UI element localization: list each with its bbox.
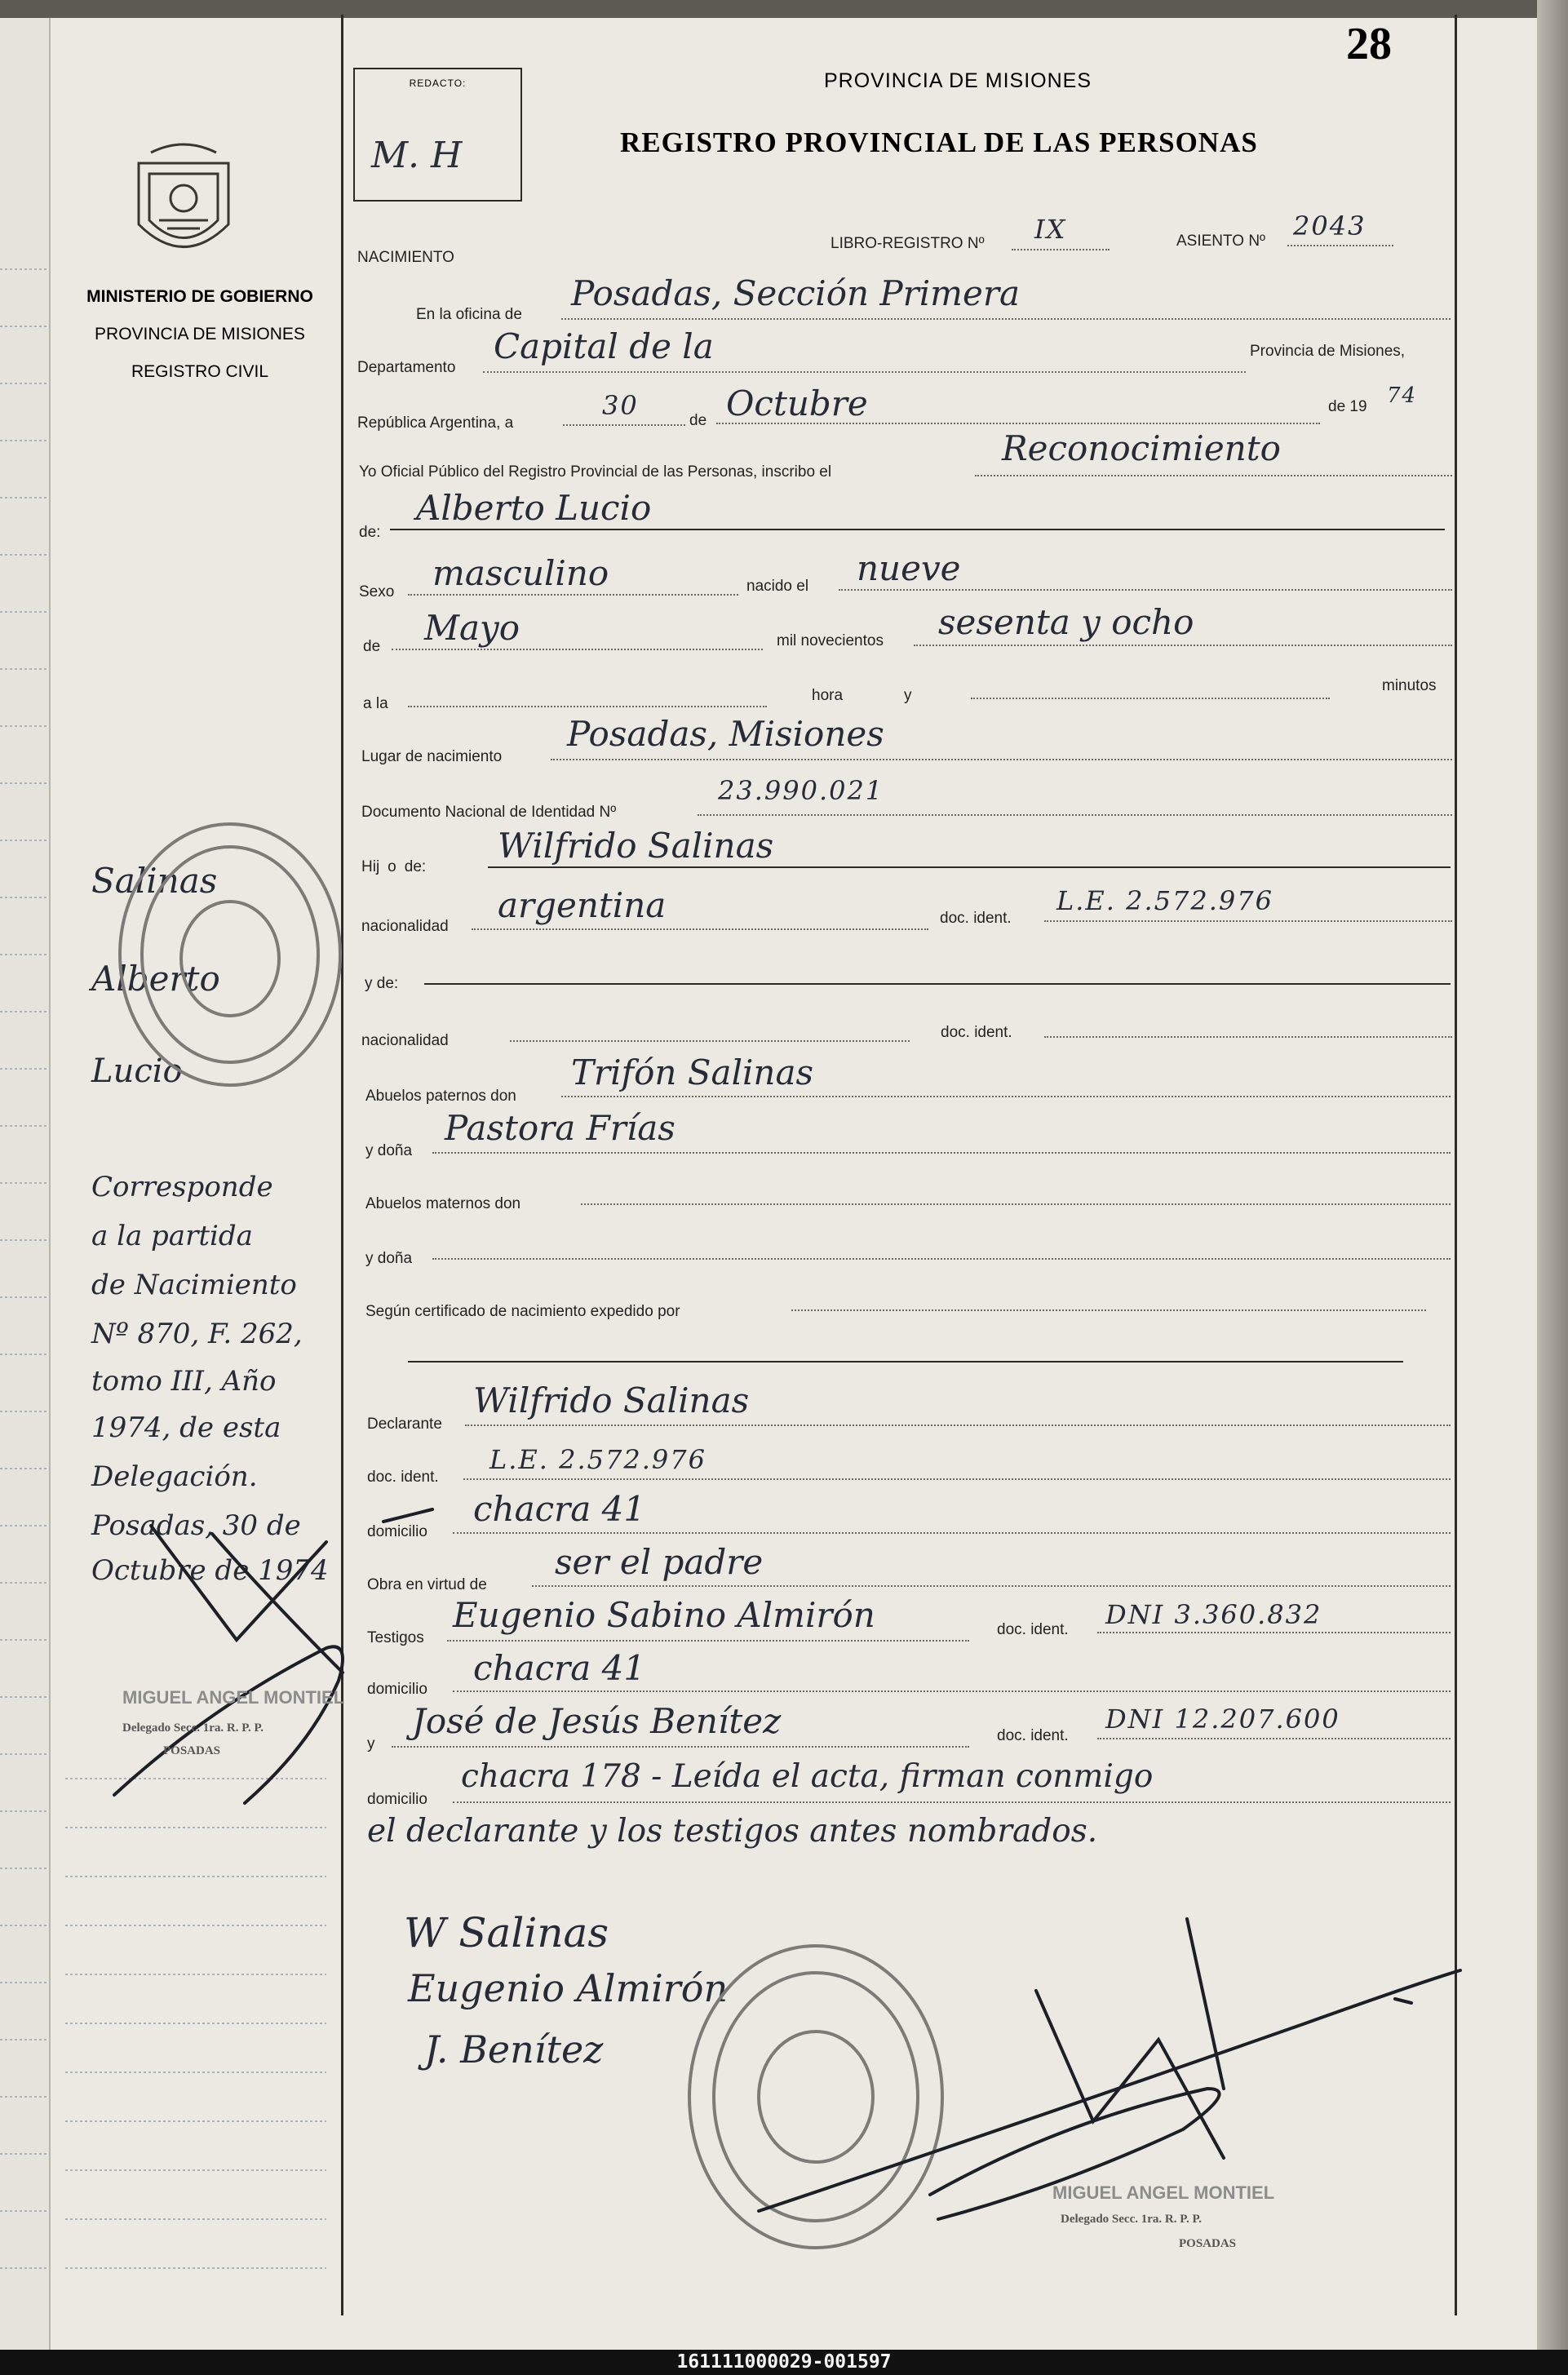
signature-testigo2: J. Benítez: [424, 2027, 604, 2071]
ministry-registry: REGISTRO CIVIL: [131, 362, 269, 381]
stamp-official-city-left: POSADAS: [163, 1744, 221, 1757]
round-stamp-left: [120, 824, 340, 1085]
nombre-value: Alberto Lucio: [416, 488, 652, 528]
margin-name-1: Salinas: [91, 861, 218, 901]
doc-decl-label: doc. ident.: [367, 1469, 439, 1486]
mes-nac-value: Mayo: [424, 608, 520, 648]
stamp-official-name-right: MIGUEL ANGEL MONTIEL: [1052, 2182, 1275, 2203]
libro-value: IX: [1034, 214, 1067, 245]
page-number: 28: [1346, 19, 1392, 69]
oficial-label: Yo Oficial Público del Registro Provincial de las Personas, inscribo el: [359, 463, 832, 481]
oficina-value: Posadas, Sección Primera: [571, 273, 1020, 313]
hijo-label: Hij: [361, 858, 380, 875]
abuela-p-label: y doña: [365, 1142, 413, 1159]
asiento-value: 2043: [1293, 210, 1366, 241]
abuelos-m-label: Abuelos maternos don: [365, 1195, 521, 1212]
abuela-p-value: Pastora Frías: [445, 1108, 675, 1148]
anio-label: de 19: [1328, 398, 1367, 415]
stamp-official-role-right: Delegado Secc. 1ra. R. P. P.: [1061, 2213, 1203, 2226]
declarante-label: Declarante: [367, 1416, 442, 1433]
margin-name-3: Lucio: [91, 1052, 183, 1090]
republica-label: República Argentina, a: [357, 414, 514, 432]
lugar-value: Posadas, Misiones: [567, 714, 884, 754]
redacto-initials: M. H: [371, 135, 463, 176]
sexo-label: Sexo: [359, 583, 395, 600]
abuelo-p-value: Trifón Salinas: [571, 1052, 814, 1092]
ministry-name: MINISTERIO DE GOBIERNO: [86, 287, 313, 306]
doc-decl-value: L.E. 2.572.976: [489, 1444, 706, 1475]
doc2-label: doc. ident.: [941, 1024, 1012, 1041]
section-title: NACIMIENTO: [357, 249, 454, 266]
domicilio-label: domicilio: [367, 1523, 427, 1540]
margin-name-2: Alberto: [91, 959, 220, 999]
province-heading: PROVINCIA DE MISIONES: [824, 69, 1092, 92]
y-label: y: [904, 687, 912, 704]
dni-value: 23.990.021: [718, 775, 884, 806]
continuation-value: el declarante y los testigos antes nombrados.: [367, 1813, 1098, 1850]
testigo1-value: Eugenio Sabino Almirón: [453, 1595, 875, 1635]
testigo2-y-label: y: [367, 1735, 375, 1752]
dia-value: 30: [602, 390, 639, 421]
doc-t1-label: doc. ident.: [997, 1621, 1069, 1638]
archive-id-footer: 161111000029-001597: [0, 2350, 1568, 2375]
abuela-m-label: y doña: [365, 1250, 413, 1267]
margin-line-7: Delegación.: [91, 1460, 258, 1493]
mes-nac-label: de: [363, 638, 381, 655]
nacionalidad1-label: nacionalidad: [361, 918, 449, 935]
segun-label: Según certificado de nacimiento expedido por: [365, 1303, 680, 1320]
nombre-label: de:: [359, 524, 381, 541]
doc-t1-value: DNI 3.360.832: [1105, 1599, 1322, 1630]
margin-line-6: 1974, de esta: [91, 1411, 281, 1444]
doc-t2-value: DNI 12.207.600: [1105, 1704, 1340, 1735]
registry-title: REGISTRO PROVINCIAL DE LAS PERSONAS: [620, 126, 1258, 158]
margin-line-3: de Nacimiento: [91, 1269, 297, 1301]
departamento-label: Departamento: [357, 359, 456, 376]
margin-line-5: tomo III, Año: [91, 1365, 277, 1398]
asiento-label: ASIENTO Nº: [1176, 233, 1265, 250]
oficial-value: Reconocimiento: [1002, 428, 1281, 468]
sexo-value: masculino: [432, 553, 609, 593]
obra-label: Obra en virtud de: [367, 1576, 487, 1593]
departamento-value: Capital de la: [494, 326, 714, 366]
dom-t2-value: chacra 178 - Leída el acta, firman conmigo: [461, 1758, 1154, 1795]
dom-t2-label: domicilio: [367, 1791, 427, 1808]
redacto-label: REDACTO:: [409, 78, 467, 89]
anio-value: 74: [1387, 383, 1418, 408]
margin-line-2: a la partida: [91, 1220, 253, 1252]
mil-label: mil novecientos: [777, 632, 884, 649]
margin-line-9: Octubre de 1974: [91, 1554, 329, 1587]
madre-label: y de:: [365, 975, 399, 992]
obra-value: ser el padre: [555, 1542, 764, 1582]
signature-official-strokes: [114, 1509, 1460, 2219]
libro-label: LIBRO-REGISTRO Nº: [831, 235, 985, 252]
abuelos-p-label: Abuelos paternos don: [365, 1088, 516, 1105]
anio-nac-value: sesenta y ocho: [938, 602, 1194, 642]
nacido-value: nueve: [857, 548, 961, 588]
signature-testigo1: Eugenio Almirón: [408, 1966, 729, 2010]
margin-line-4: Nº 870, F. 262,: [91, 1318, 303, 1350]
stamp-official-role-left: Delegado Secc. 1ra. R. P. P.: [122, 1721, 264, 1735]
nacionalidad2-label: nacionalidad: [361, 1032, 449, 1049]
doc-t2-label: doc. ident.: [997, 1727, 1069, 1744]
padre-value: Wilfrido Salinas: [498, 826, 774, 866]
lugar-label: Lugar de nacimiento: [361, 748, 503, 765]
de-label: de: [689, 412, 707, 429]
minutos-label: minutos: [1382, 677, 1437, 694]
doc1-value: L.E. 2.572.976: [1056, 885, 1273, 916]
doc1-label: doc. ident.: [940, 910, 1012, 927]
oficina-label: En la oficina de: [416, 306, 522, 323]
signature-declarante: W Salinas: [404, 1909, 609, 1956]
hijo-suffix: o: [388, 858, 396, 875]
stamp-official-name-left: MIGUEL ANGEL MONTIEL: [122, 1687, 345, 1708]
nacido-label: nacido el: [746, 578, 809, 595]
round-stamp-bottom: [689, 1946, 942, 2248]
margin-line-8: Posadas, 30 de: [91, 1509, 301, 1542]
mes-value: Octubre: [726, 383, 868, 423]
margin-line-1: Corresponde: [91, 1171, 273, 1203]
hijo-de-label: de:: [404, 858, 427, 875]
testigo2-value: José de Jesús Benítez: [412, 1701, 782, 1741]
provincia-label: Provincia de Misiones,: [1250, 343, 1406, 360]
dom-t1-label: domicilio: [367, 1681, 427, 1698]
hora-label: hora: [812, 687, 844, 704]
dom-t1-value: chacra 41: [473, 1648, 646, 1688]
dni-label: Documento Nacional de Identidad Nº: [361, 804, 617, 821]
nacionalidad1-value: argentina: [498, 885, 667, 925]
declarante-value: Wilfrido Salinas: [473, 1380, 750, 1420]
ministry-province: PROVINCIA DE MISIONES: [95, 325, 305, 343]
testigos-label: Testigos: [367, 1629, 424, 1646]
stamp-official-city-right: POSADAS: [1179, 2237, 1237, 2250]
hora-a-label: a la: [363, 695, 388, 712]
domicilio-value: chacra 41: [473, 1489, 646, 1529]
